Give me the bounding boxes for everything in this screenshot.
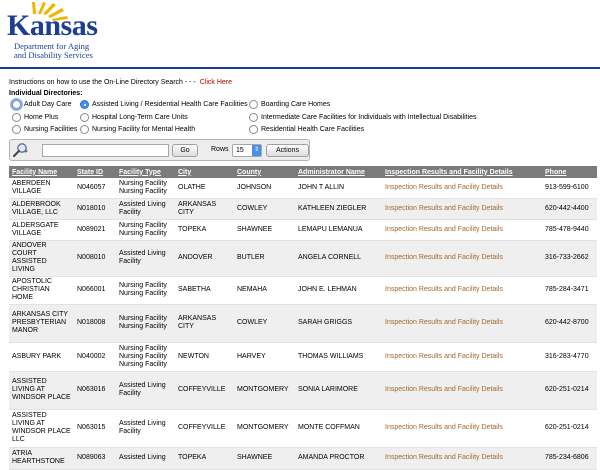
radio-intermediate-care[interactable] [249,113,477,122]
cell-administrator: JOHN E. LEHMAN [295,276,382,304]
column-header-inspection[interactable]: Inspection Results and Facility Details [382,166,542,178]
radio-home-plus[interactable] [12,113,58,122]
kansas-logo[interactable] [2,2,112,62]
header-divider [0,67,600,69]
cell-state-id: N063016 [74,371,116,409]
cell-facility-name: ALDERBROOK VILLAGE, LLC [9,198,74,219]
column-header-phone[interactable]: Phone [542,166,597,178]
cell-administrator: JOHN T ALLIN [295,178,382,198]
radio-button-icon[interactable] [249,125,258,134]
cell-facility-type: Nursing Facility Nursing Facility [116,219,175,240]
radio-residential-health-care[interactable] [249,125,364,134]
radio-assisted-living[interactable] [80,100,248,109]
cell-facility-name: ASSISTED LIVING AT WINDSOR PLACE LLC [9,409,74,447]
cell-phone: 620-251-0214 [542,409,597,447]
cell-city: COFFEYVILLE [175,409,234,447]
radio-button-icon[interactable] [249,113,258,122]
radio-button-icon[interactable] [80,113,89,122]
table-row [9,240,597,276]
radio-button-icon[interactable] [249,100,258,109]
cell-administrator: THOMAS WILLIAMS [295,342,382,371]
updown-arrows-icon: ⇕ [252,145,261,156]
cell-facility-name: ANDOVER COURT ASSISTED LIVING [9,240,74,276]
rows-select[interactable] [232,144,262,157]
cell-city: SABETHA [175,276,234,304]
cell-county: HARVEY [234,342,295,371]
table-row [9,447,597,469]
cell-administrator: SARAH GRIGGS [295,304,382,342]
column-header-administrator[interactable]: Administrator Name [295,166,382,178]
column-header-facility-name[interactable]: Facility Name [9,166,74,178]
rows-select-value: 15 [236,147,244,154]
table-row [9,198,597,219]
cell-city: ARKANSAS CITY [175,304,234,342]
table-row [9,371,597,409]
cell-city: NEWTON [175,342,234,371]
cell-city: ANDOVER [175,240,234,276]
cell-county: BUTLER [234,240,295,276]
cell-county: NEMAHA [234,276,295,304]
logo-wordmark: Kansas [7,9,98,42]
cell-phone: 785-478-9440 [542,219,597,240]
cell-facility-type: Nursing Facility Nursing Facility [116,304,175,342]
cell-administrator: SONIA LARIMORE [295,371,382,409]
cell-phone: 913-599-6100 [542,178,597,198]
cell-city: TOPEKA [175,447,234,469]
radio-label: Nursing Facilities [24,126,78,133]
cell-state-id: N063015 [74,409,116,447]
cell-facility-name: ABERDEEN VILLAGE [9,178,74,198]
radio-label: Residential Health Care Facilities [261,126,365,133]
radio-adult-day-care[interactable] [12,100,71,109]
cell-facility-name: ASSISTED LIVING AT WINDSOR PLACE [9,371,74,409]
cell-city: COFFEYVILLE [175,371,234,409]
table-header-row [9,166,597,178]
inspection-results-link[interactable]: Inspection Results and Facility Details [382,240,542,276]
site-header [0,0,600,70]
radio-label: Home Plus [24,114,59,121]
inspection-results-link[interactable]: Inspection Results and Facility Details [382,276,542,304]
inspection-results-link[interactable]: Inspection Results and Facility Details [382,304,542,342]
search-input[interactable] [42,144,169,157]
cell-administrator: MONTE COFFMAN [295,409,382,447]
instructions-click-here-link[interactable]: Click Here [199,79,233,86]
rows-label: Rows [211,146,229,153]
cell-county: MONTGOMERY [234,409,295,447]
cell-county: SHAWNEE [234,447,295,469]
radio-button-icon[interactable] [12,100,21,109]
cell-facility-name: ALDERSGATE VILLAGE [9,219,74,240]
cell-administrator: AMANDA PROCTOR [295,447,382,469]
go-button[interactable]: Go [172,144,198,157]
cell-facility-type: Assisted Living Facility [116,371,175,409]
inspection-results-link[interactable]: Inspection Results and Facility Details [382,409,542,447]
instructions-text: Instructions on how to use the On-Line Directory Search - - - [9,79,196,86]
cell-county: JOHNSON [234,178,295,198]
column-header-city[interactable]: City [175,166,234,178]
cell-phone: 785-234-6806 [542,447,597,469]
radio-label: Nursing Facility for Mental Health [92,126,196,133]
cell-facility-name: ATRIA HEARTHSTONE [9,447,74,469]
radio-label: Intermediate Care Facilities for Individuals with Intellectual Disabilities [261,114,477,121]
logo-department-line2: and Disability Services [14,50,93,60]
cell-facility-type: Nursing Facility Nursing Facility Nursing Facility [116,342,175,371]
cell-phone: 785-284-3471 [542,276,597,304]
cell-city: ARKANSAS CITY [175,198,234,219]
radio-button-icon[interactable] [80,125,89,134]
radio-nursing-facility-mental-health[interactable] [80,125,195,134]
cell-city: TOPEKA [175,219,234,240]
facility-table-container [9,166,597,470]
table-row [9,219,597,240]
logo-department-line1: Department for Aging [14,41,90,51]
radio-button-icon[interactable] [12,125,21,134]
cell-facility-type: Assisted Living Facility [116,198,175,219]
cell-phone: 620-251-0214 [542,371,597,409]
cell-facility-name: ARKANSAS CITY PRESBYTERIAN MANOR [9,304,74,342]
radio-label: Assisted Living / Residential Health Care Facilities [92,101,248,108]
magnifier-icon[interactable] [12,142,29,158]
cell-state-id: N018010 [74,198,116,219]
cell-city: OLATHE [175,178,234,198]
table-row [9,304,597,342]
inspection-results-link[interactable]: Inspection Results and Facility Details [382,447,542,469]
cell-state-id: N089021 [74,219,116,240]
instructions-line [9,79,232,86]
radio-boarding-care-homes[interactable] [249,100,330,109]
cell-facility-type: Assisted Living [116,447,175,469]
column-header-state-id[interactable]: State ID [74,166,116,178]
radio-button-icon[interactable] [80,100,89,109]
cell-administrator: KATHLEEN ZIEGLER [295,198,382,219]
cell-county: MONTGOMERY [234,371,295,409]
cell-state-id: N046057 [74,178,116,198]
column-header-facility-type[interactable]: Facility Type [116,166,175,178]
cell-state-id: N040002 [74,342,116,371]
actions-button[interactable]: Actions [266,144,309,157]
radio-nursing-facilities[interactable] [12,125,77,134]
cell-administrator: ANGELA CORNELL [295,240,382,276]
search-toolbar [9,139,310,161]
cell-facility-name: ASBURY PARK [9,342,74,371]
cell-phone: 620-442-4400 [542,198,597,219]
table-row [9,409,597,447]
cell-administrator: LEMAPU LEMANUA [295,219,382,240]
cell-facility-name: APOSTOLIC CHRISTIAN HOME [9,276,74,304]
cell-state-id: N018008 [74,304,116,342]
cell-state-id: N066001 [74,276,116,304]
cell-county: COWLEY [234,304,295,342]
table-row [9,342,597,371]
cell-county: COWLEY [234,198,295,219]
cell-facility-type: Nursing Facility Nursing Facility [116,178,175,198]
inspection-results-link[interactable]: Inspection Results and Facility Details [382,178,542,198]
inspection-results-link[interactable]: Inspection Results and Facility Details [382,342,542,371]
column-header-county[interactable]: County [234,166,295,178]
cell-county: SHAWNEE [234,219,295,240]
table-row [9,276,597,304]
inspection-results-link[interactable]: Inspection Results and Facility Details [382,198,542,219]
cell-state-id: N008010 [74,240,116,276]
radio-label: Adult Day Care [24,101,72,108]
inspection-results-link[interactable]: Inspection Results and Facility Details [382,219,542,240]
radio-label: Hospital Long-Term Care Units [92,114,188,121]
radio-label: Boarding Care Homes [261,101,331,108]
cell-state-id: N089063 [74,447,116,469]
cell-facility-type: Assisted Living Facility [116,409,175,447]
cell-facility-type: Nursing Facility Nursing Facility [116,276,175,304]
cell-phone: 316-733-2662 [542,240,597,276]
radio-hospital-long-term-care[interactable] [80,113,188,122]
cell-phone: 316-283-4770 [542,342,597,371]
cell-facility-type: Assisted Living Facility [116,240,175,276]
directories-heading: Individual Directories: [9,90,83,97]
facility-table [9,166,597,470]
table-row [9,178,597,198]
inspection-results-link[interactable]: Inspection Results and Facility Details [382,371,542,409]
cell-phone: 620-442-8700 [542,304,597,342]
radio-button-icon[interactable] [12,113,21,122]
